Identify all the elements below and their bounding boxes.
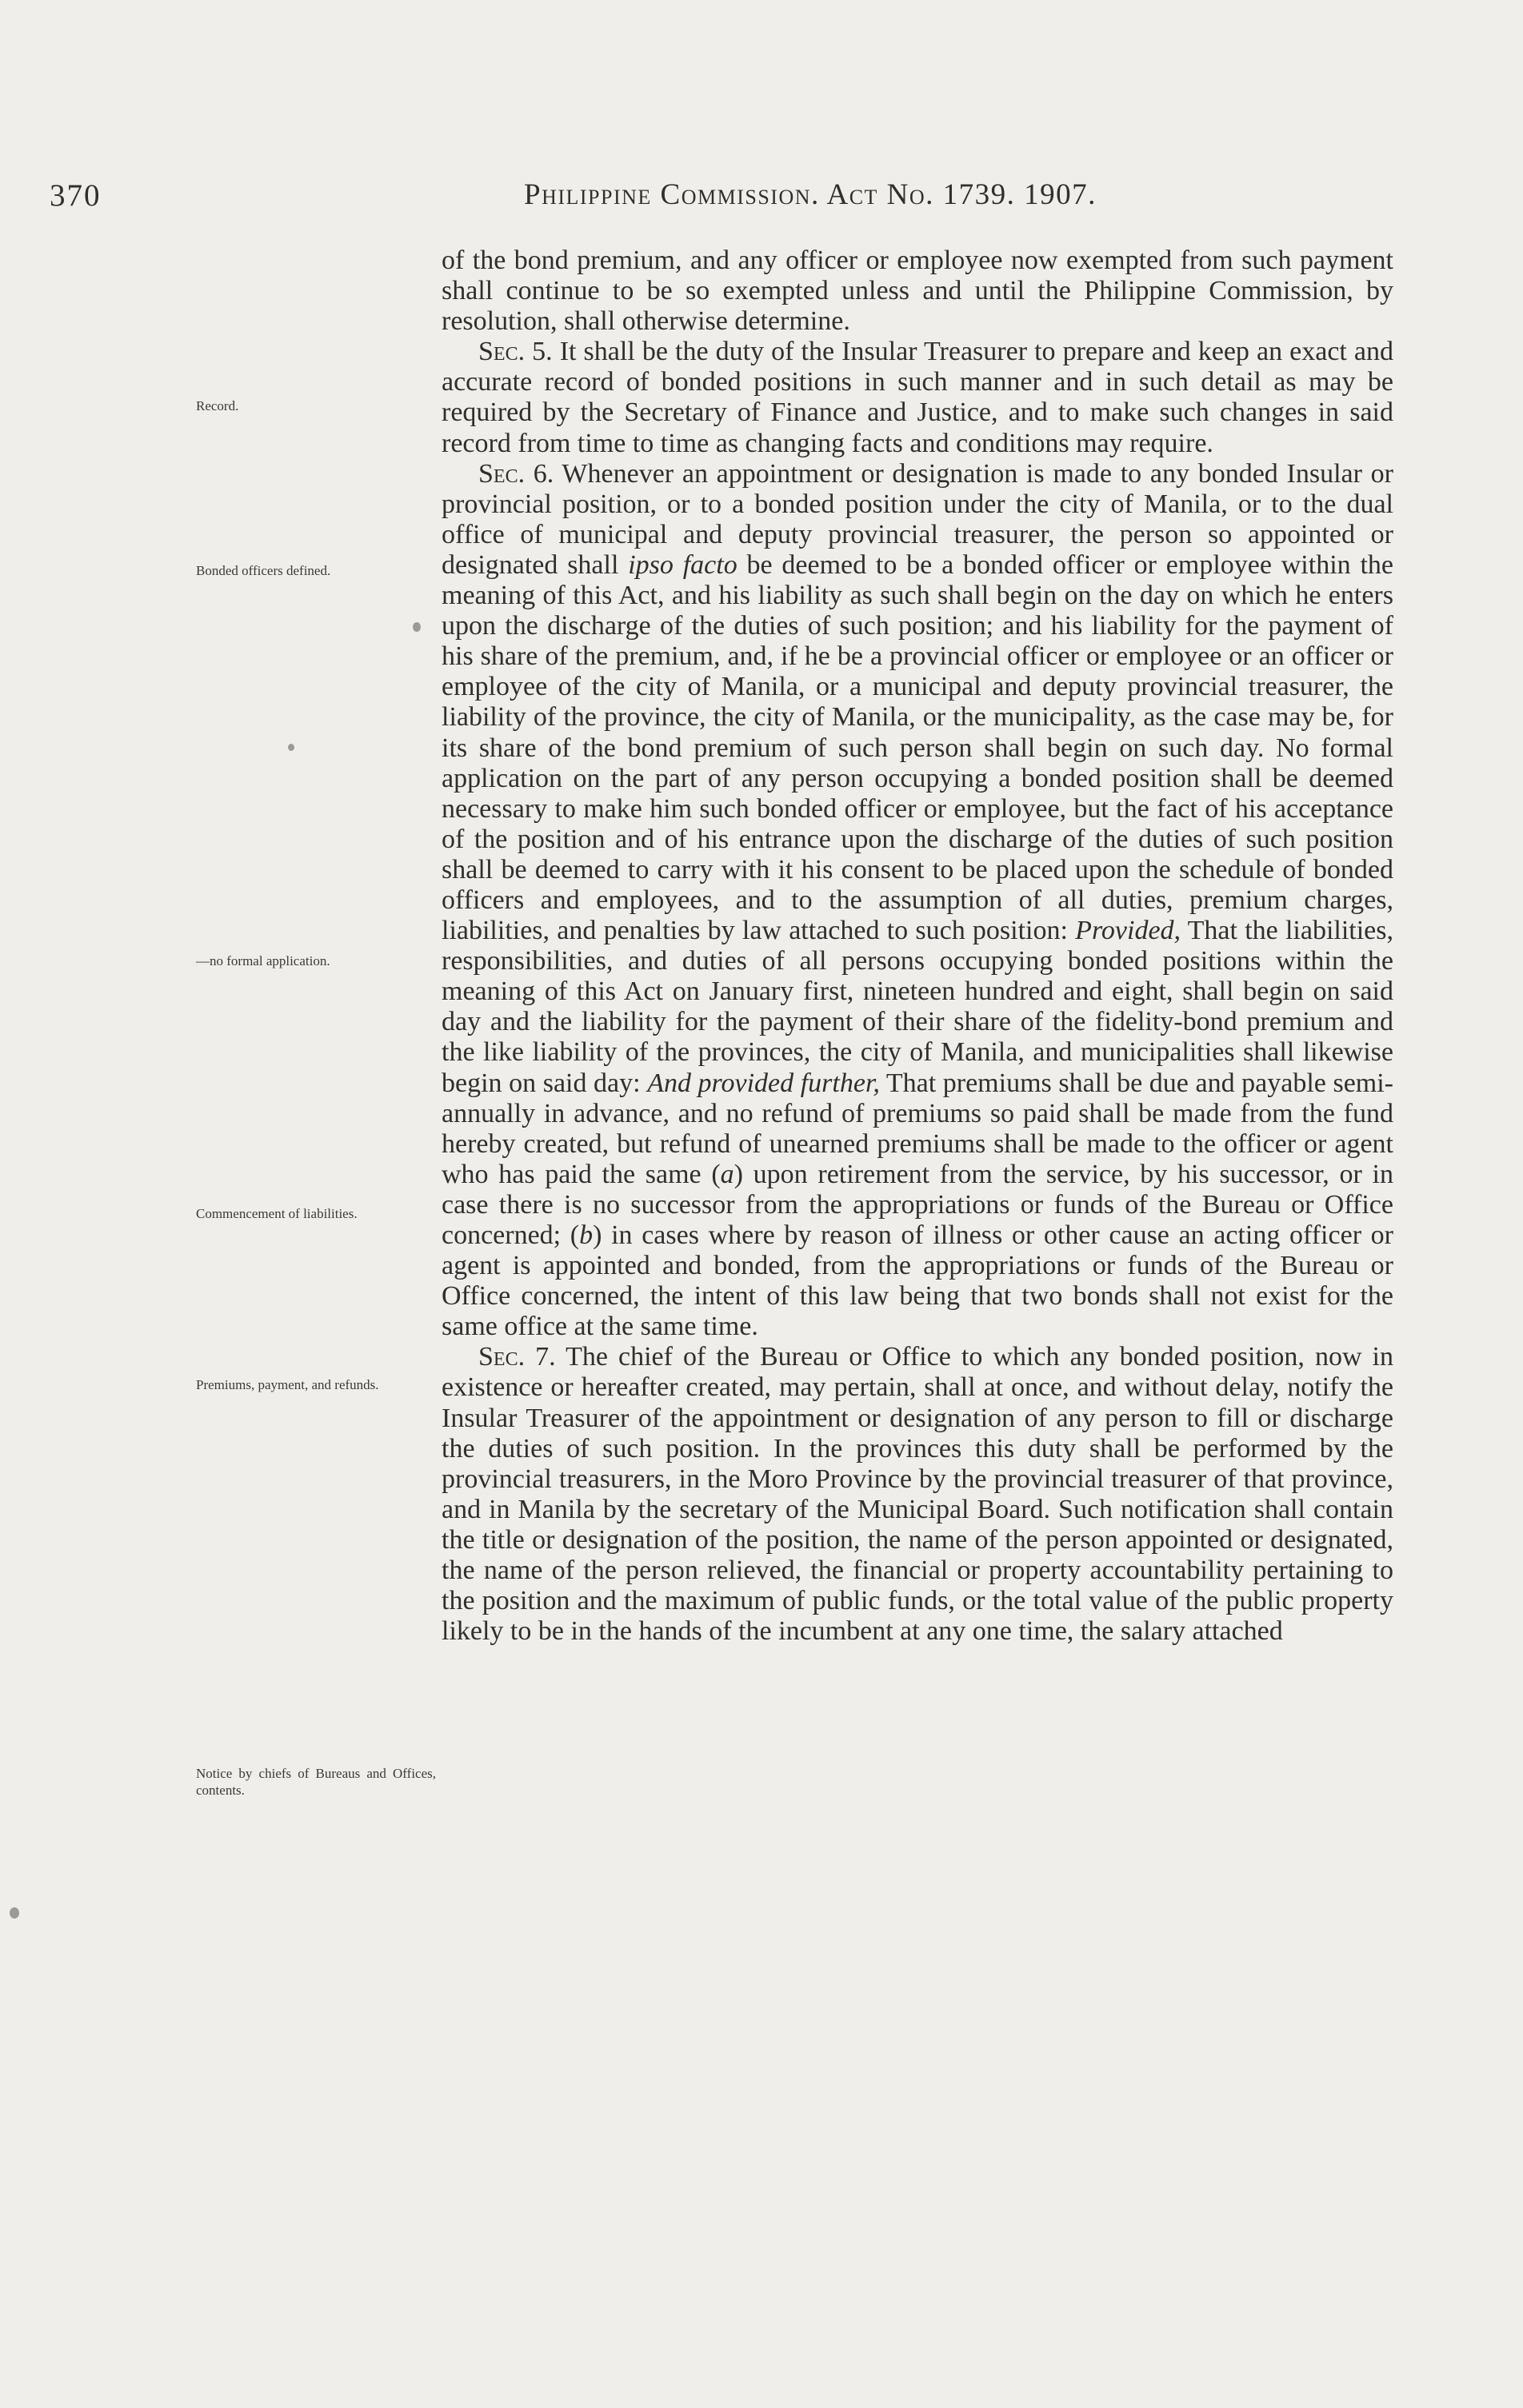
section-7-text: The chief of the Bureau or Office to which any bonded position, now in existence or hereafter created, may pertain, shall at once, and without delay, notify the Insular Treasurer of the appointment or designation of any person to fill or discharge the duties of such position. In the provinces this duty shall be performed by the provincial treasurers, in the Moro Province by the provincial treasurer of that province, and in Manila by the secretary of the Municipal Board. Such notification shall contain the title or designation of the position, the name of the person appointed or designated, the name of the person relieved, the financial or property accountability pertaining to the position and the maximum of public funds, or the total value of the public property likely to be in the hands of the incumbent at any one time, the salary attached [442, 1342, 1394, 1647]
section-7-label: Sec. 7. [478, 1342, 556, 1372]
margin-note-premiums: Premiums, payment, and refunds. [196, 1377, 379, 1392]
section-6-label: Sec. 6. [478, 458, 554, 489]
section-6 [442, 459, 1393, 1343]
margin-note-no-formal-application: —no formal application. [196, 953, 330, 968]
scan-speck [413, 622, 421, 632]
section-6-text-e: ) upon retirement from the service, by his successor, or in case there is no successor from the appropriations or funds of the Bureau or Office concerned; ( [442, 1159, 1393, 1250]
section-5 [442, 337, 1393, 458]
page-number: 370 [50, 178, 102, 213]
margin-note-record: Record. [196, 398, 239, 413]
section-6-text-d: That premiums shall be due and payable semi-annually in advance, and no refund of premiums so paid shall be made from the fund hereby created, but refund of unearned premiums shall be made to the officer or agent who has paid the same ( [442, 1068, 1394, 1189]
section-6-text-c: That the liabilities, responsibilities, and duties of all persons occupying bonded positions within the meaning of this Act on January first, nineteen hundred and eight, shall begin on said day and the liability for the payment of their share of the fidelity-bond premium and the like liability of the provinces, the city of Manila, and municipalities shall likewise begin on said day: [442, 916, 1394, 1098]
section-6-and-provided-further: And provided further, [647, 1068, 880, 1098]
running-head-title: Philippine Commission. Act No. 1739. 1907. [524, 178, 1097, 211]
scan-speck [288, 744, 294, 751]
margin-notes [196, 0, 444, 2408]
scan-speck [10, 1907, 19, 1919]
section-6-clause-b: b [579, 1220, 594, 1250]
section-7 [442, 1342, 1393, 1647]
section-6-text-f: ) in cases where by reason of illness or other cause an acting officer or agent is appointed and bonded, from the appropriations or funds of the Bureau or Office concerned, the intent of this law being that two bonds shall not exist for the same office at the same time. [442, 1220, 1393, 1342]
section-6-ipso-facto: ipso facto [628, 549, 738, 580]
margin-note-bonded-officers: Bonded officers defined. [196, 563, 331, 578]
section-5-label: Sec. 5. [478, 337, 553, 367]
body-text [442, 246, 1393, 1647]
section-6-text-b: be deemed to be a bonded officer or employee within the meaning of this Act, and his liability as such shall begin on the day on which he enters upon the discharge of the duties of such position; and his liability for the payment of his share of the premium, and, if he be a provincial officer or employee or an officer or employee of the city of Manila, or a municipal and deputy provincial treasurer, the liability of the province, the city of Manila, or the municipality, as the case may be, for its share of the bond premium of such person shall begin on such day. No formal application on the part of any person occupying a bonded position shall be deemed necessary to make him such bonded officer or employee, but the fact of his acceptance of the position and of his entrance upon the discharge of the duties of such position shall be deemed to carry with it his consent to be placed upon the schedule of bonded officers and employees, and to the assumption of all duties, premium charges, liabilities, and penalties by law attached to such position: [442, 549, 1393, 946]
section-6-clause-a: a [720, 1159, 734, 1189]
section-6-text-a: Whenever an appointment or designation is made to any bonded Insular or provincial position, or to a bonded position under the city of Manila, or to the dual office of municipal and deputy provincial treasurer, the person so appointed or designated shall [442, 458, 1393, 580]
section-5-text: It shall be the duty of the Insular Treasurer to prepare and keep an exact and accurate record of bonded positions in such manner and in such detail as may be required by the Secretary of Finance and Justice, and to make such changes in said record from time to time as changing facts and conditions may require. [442, 337, 1394, 458]
section-6-provided: Provided, [1075, 916, 1181, 946]
margin-note-commencement: Commencement of liabilities. [196, 1206, 358, 1221]
paragraph-continuation: of the bond premium, and any officer or employee now exempted from such payment shall continue to be so exempted unless and until the Philippine Commission, by resolution, shall otherwise determine. [442, 246, 1393, 337]
margin-note-notice-by-chiefs: Notice by chiefs of Bureaus and Offices, contents. [196, 1766, 436, 1798]
